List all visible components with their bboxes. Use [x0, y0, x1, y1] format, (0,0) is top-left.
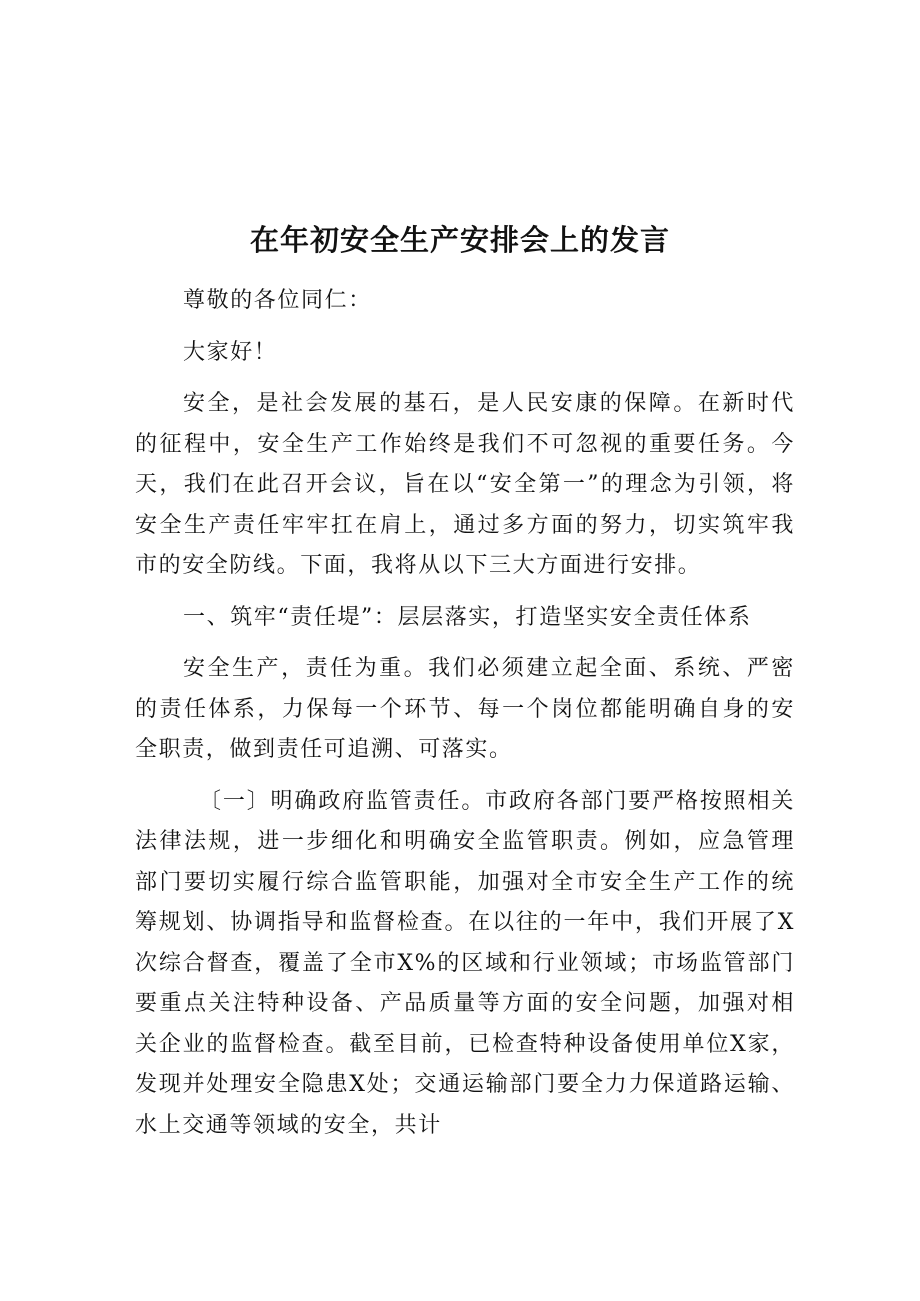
greeting: 大家好！ — [183, 339, 278, 365]
paragraph-responsibility: 安全生产，责任为重。我们必须建立起全面、系统、严密的责任体系，力保每一个环节、每一个岗位都能明确自身的安全职责，做到责任可追溯、可落实。 — [135, 656, 795, 762]
salutation: 尊敬的各位同仁： — [183, 288, 372, 313]
section-heading-1: 一、筑牢“责任堤”：层层落实，打造坚实安全责任体系 — [183, 604, 752, 630]
document-body — [135, 281, 795, 1146]
paragraph-government-supervision: 〔一〕明确政府监管责任。市政府各部门要严格按照相关法律法规，进一步细化和明确安全监管职责。例如，应急管理部门要切实履行综合监管职能，加强对全市安全生产工作的统筹规划、协调指导和监督检查。在以往的一年中，我们开展了X次综合督查，覆盖了全市X%的区域和行业领域；市场监管部门要重点关注特种设备、产品质量等方面的安全问题，加强对相关企业的监督检查。截至目前，已检查特种设备使用单位X家，发现并处理安全隐患X处；交通运输部门要全力力保道路运输、水上交通等领域的安全，共计 — [135, 788, 795, 1138]
paragraph-intro: 安全，是社会发展的基石，是人民安康的保障。在新时代的征程中，安全生产工作始终是我们不可忽视的重要任务。今天，我们在此召开会议，旨在以“安全第一”的理念为引领，将安全生产责任牢牢扛在肩上，通过多方面的努力，切实筑牢我市的安全防线。下面，我将从以下三大方面进行安排。 — [135, 391, 795, 578]
document-title: 在年初安全生产安排会上的发言 — [249, 223, 670, 257]
